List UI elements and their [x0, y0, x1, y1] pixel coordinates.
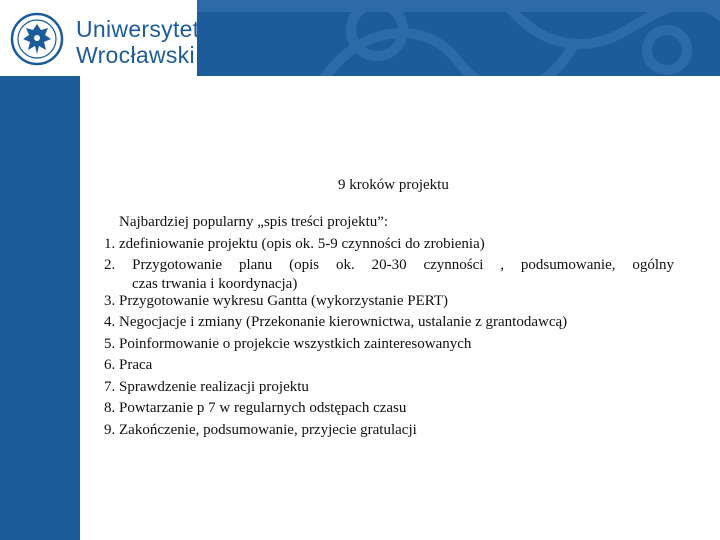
step-item-5: 5. Poinformowanie o projekcie wszystkich zainteresowanych [104, 335, 472, 352]
step-item-4: 4. Negocjacje i zmiany (Przekonanie kierownictwa, ustalanie z grantodawcą) [104, 314, 568, 330]
slide-content [104, 175, 674, 441]
step-item-8: 8. Powtarzanie p 7 w regularnych odstępach czasu [104, 400, 407, 416]
step-item-6: 6. Praca [104, 357, 153, 373]
university-name-line1: Uniwersytet [76, 16, 200, 42]
step-item-7: 7. Sprawdzenie realizacji projektu [104, 378, 309, 395]
slide-intro: Najbardziej popularny „spis treści projektu”: [119, 214, 389, 230]
steps-list [104, 234, 674, 442]
university-logo [10, 10, 200, 68]
slide-title: 9 kroków projektu [338, 177, 449, 193]
eagle-seal-icon [10, 12, 64, 66]
step-item-2: 2. Przygotowanie planu (opis ok. 20-30 czynności , podsumowanie, ogólny [104, 257, 674, 273]
university-name [76, 16, 199, 68]
step-item-2-continuation: czas trwania i koordynacja) [132, 275, 298, 292]
step-item-9: 9. Zakończenie, podsumowanie, przyjecie gratulacji [104, 421, 417, 438]
university-name-line2: Wrocławski [76, 42, 195, 68]
step-item-3: 3. Przygotowanie wykresu Gantta (wykorzystanie PERT) [104, 292, 449, 309]
step-item-1: 1. zdefiniowanie projektu (opis ok. 5-9 czynności do zrobienia) [104, 235, 485, 252]
header-top-band [197, 0, 720, 12]
left-sidebar-band [0, 76, 80, 540]
